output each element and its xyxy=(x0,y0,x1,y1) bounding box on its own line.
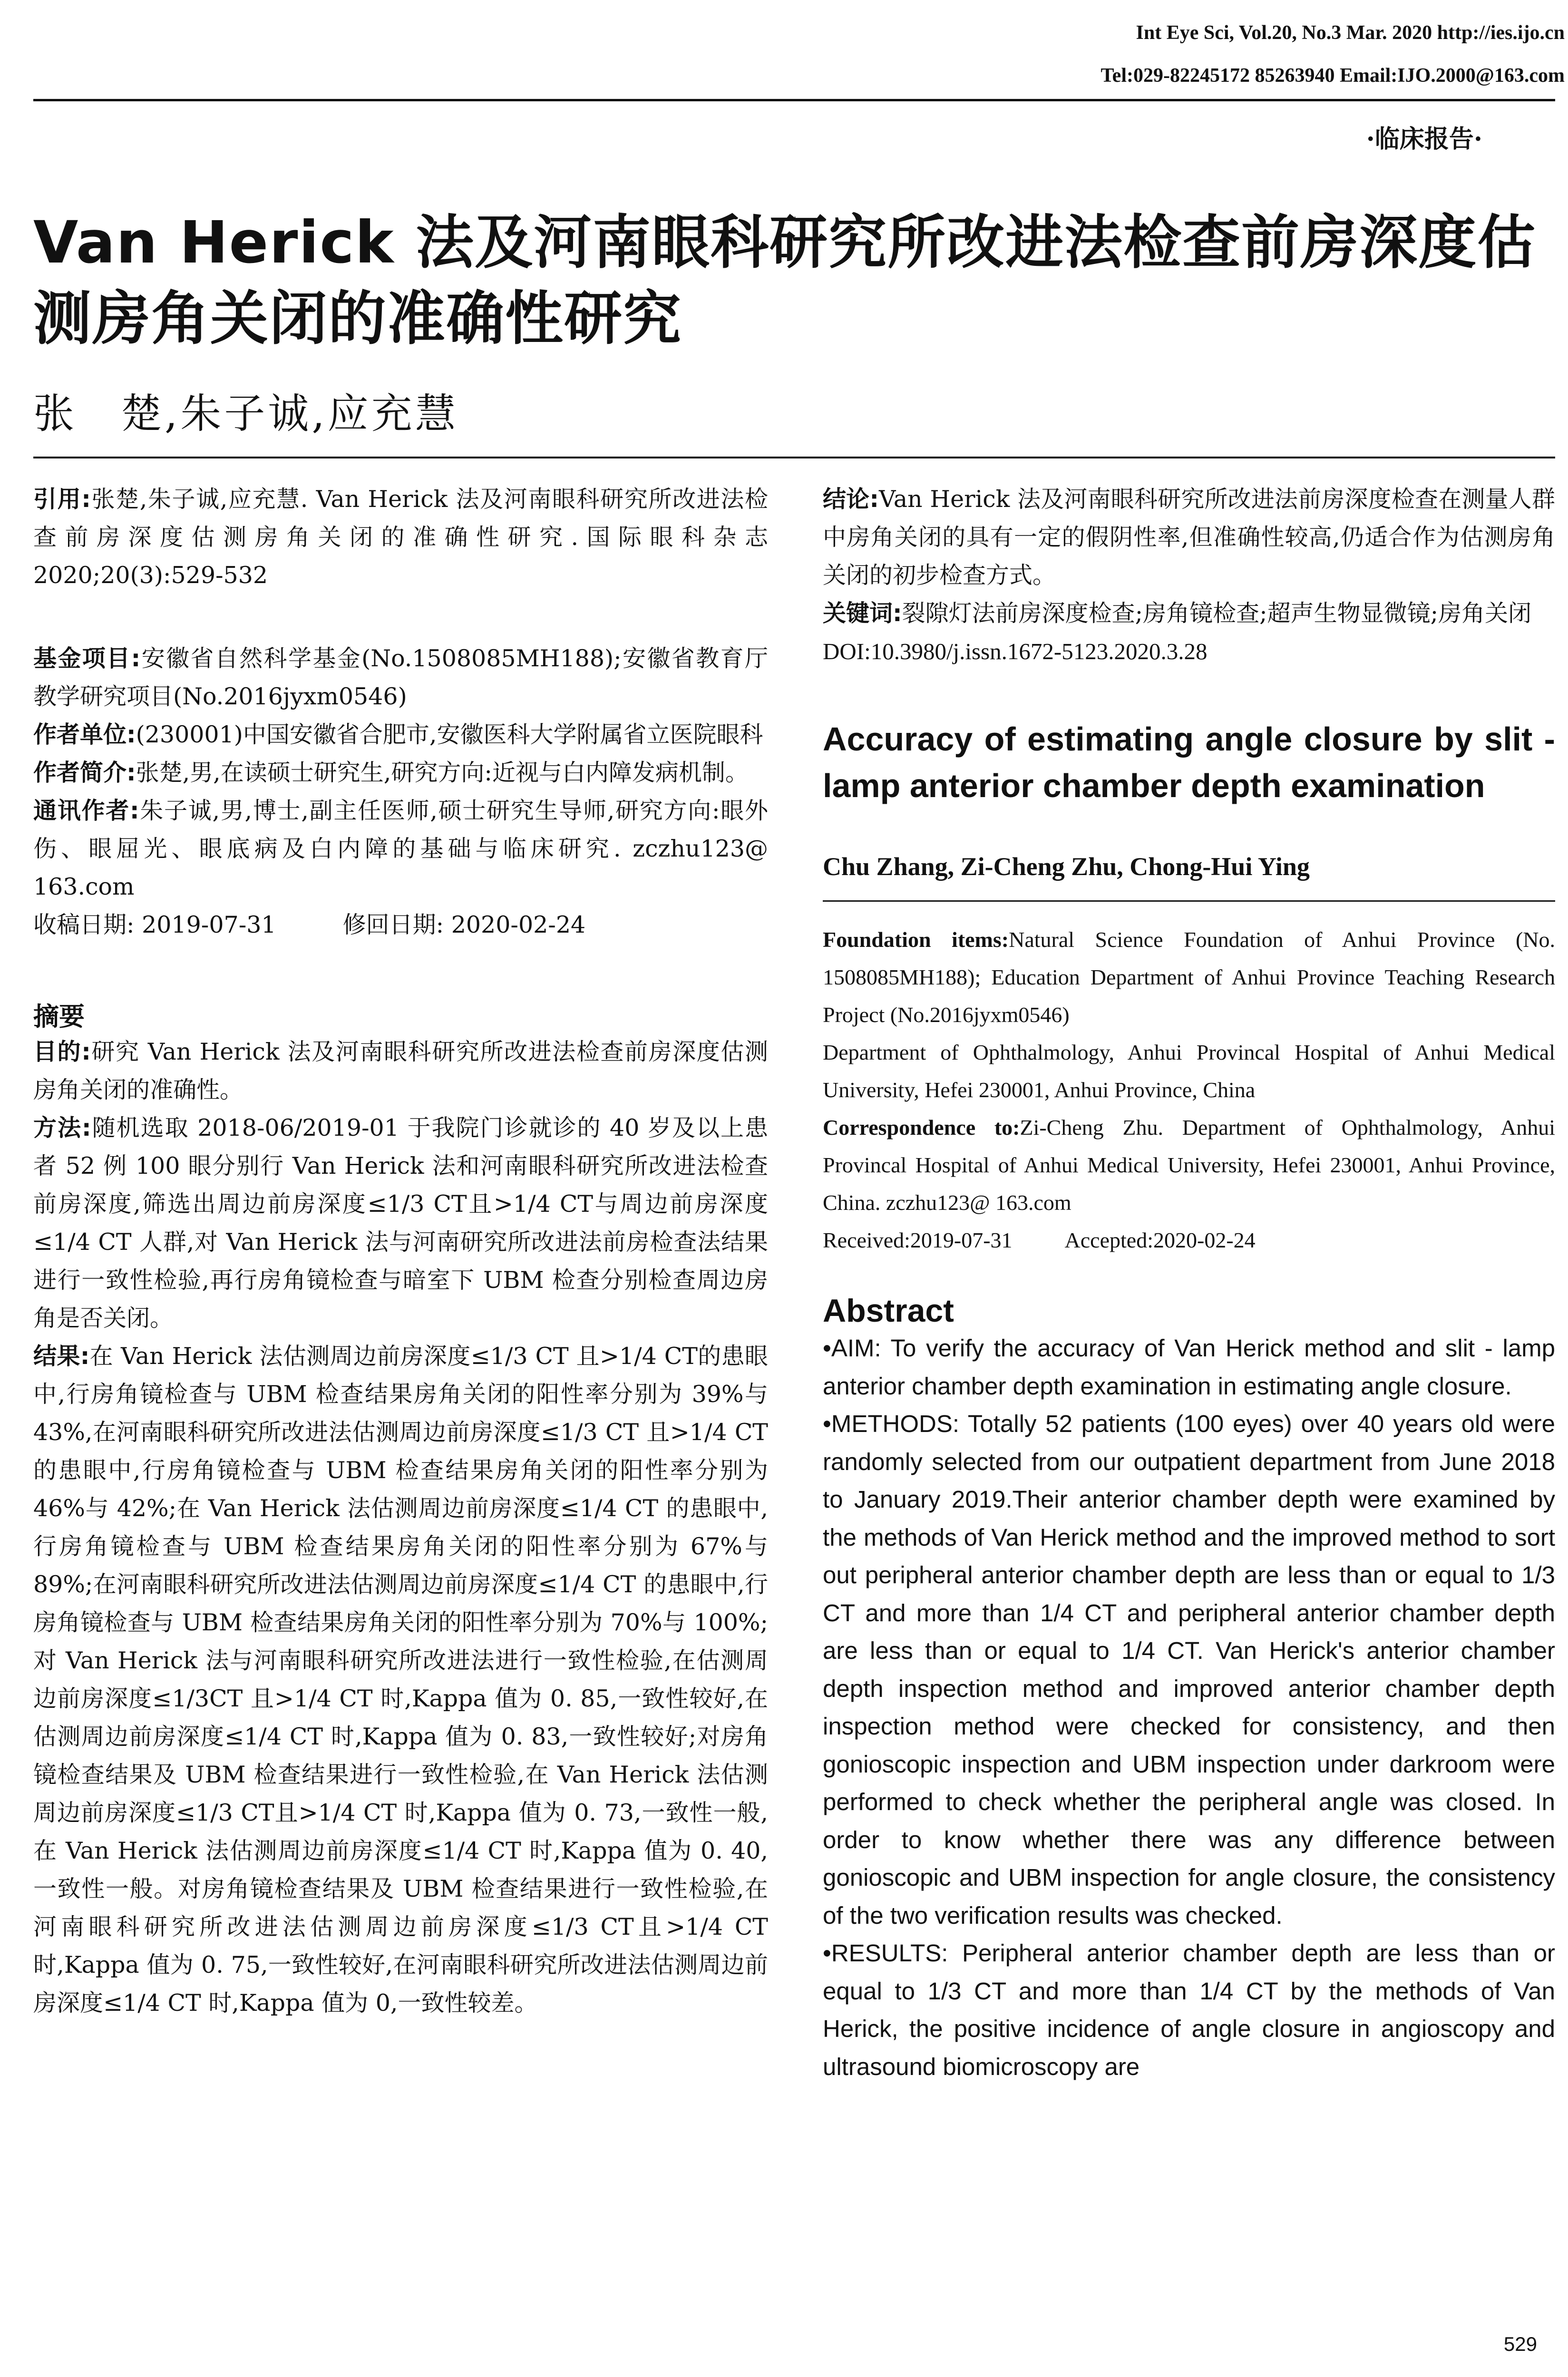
dates xyxy=(33,906,768,944)
methods-label-en: •METHODS: xyxy=(823,1410,960,1437)
author-unit xyxy=(33,716,768,754)
bio-label: 作者简介: xyxy=(33,759,136,786)
header-rule xyxy=(33,99,1555,101)
page-number: 529 xyxy=(1503,2333,1537,2355)
abstract-heading-cn: 摘要 xyxy=(33,1002,85,1032)
abstract-results-cn xyxy=(33,1337,768,2022)
abstract-conclusion-cn xyxy=(823,480,1555,594)
results-label-en: •RESULTS: xyxy=(823,1939,948,1967)
received-en: Received:2019-07-31 xyxy=(823,1228,1013,1252)
english-authors-rule xyxy=(823,900,1555,902)
keywords xyxy=(823,594,1555,633)
results-text-en: Peripheral anterior chamber depth are less than or equal to 1/3 CT and more than 1/4 CT by the methods of Van Herick, the positive incidence of angle closure in angioscopy and ultrasound biomicroscopy are xyxy=(823,1939,1555,2080)
unit-text: (230001)中国安徽省合肥市,安徽医科大学附属省立医院眼科 xyxy=(136,721,763,748)
journal-header-line1: Int Eye Sci, Vol.20, No.3 Mar. 2020 http://ies.ijo.cn xyxy=(1136,22,1565,44)
abstract-methods-cn xyxy=(33,1109,768,1337)
doi: DOI:10.3980/j.issn.1672-5123.2020.3.28 xyxy=(823,638,1208,664)
corr-label: 通讯作者: xyxy=(33,797,139,824)
foundation-items xyxy=(823,921,1555,1033)
right-column xyxy=(823,480,1555,2085)
citation xyxy=(33,480,768,594)
fund-label: 基金项目: xyxy=(33,645,141,672)
keywords-label: 关键词: xyxy=(823,600,902,627)
citation-label: 引用: xyxy=(33,486,91,513)
corresponding-author xyxy=(33,792,768,906)
methods-text-en: Totally 52 patients (100 eyes) over 40 years old were randomly selected from our outpatient department from June 2018 to January 2019.Their anterior chamber depth were examined by the methods of Van Herick method and the improved method to sort out peripheral anterior chamber depth are less than or equal to 1/3 CT and more than 1/4 CT and peripheral anterior chamber depth are less than or equal to 1/4 CT. Van Herick's anterior chamber depth inspection method and improved anterior chamber depth inspection method were checked for consistency, and then gonioscopic inspection and UBM inspection under darkroom were performed to check whether the peripheral angle was closed. In order to know whether there was any difference between gonioscopic and UBM inspection for angle closure, the consistency of the two verification results was checked. xyxy=(823,1410,1555,1929)
conclusion-text-cn: Van Herick 法及河南眼科研究所改进法前房深度检查在测量人群中房角关闭的具有一定的假阴性率,但准确性较高,仍适合作为估测房角关闭的初步检查方式。 xyxy=(823,486,1555,589)
correspondence-label: Correspondence to: xyxy=(823,1115,1020,1140)
keywords-text: 裂隙灯法前房深度检查;房角镜检查;超声生物显微镜;房角关闭 xyxy=(902,600,1532,627)
correspondence xyxy=(823,1109,1555,1221)
results-text-cn: 在 Van Herick 法估测周边前房深度≤1/3 CT 且>1/4 CT的患眼中,行房角镜检查与 UBM 检查结果房角关闭的阳性率分别为 39%与 43%,在河南眼科研究所改进法估测周边前房深度≤1/3 CT 且>1/4 CT 的患眼中,行房角镜检查与 UBM 检查结果房角关闭的阳性率分别为 46%与 42%;在 Van Herick 法估测周边前房深度≤1/4 CT 的患眼中,行房角镜检查与 UBM 检查结果房角关闭的阳性率分别为 67%与 89%;在河南眼科研究所改进法估测周边前房深度≤1/4 CT 的患眼中,行房角镜检查与 UBM 检查结果房角关闭的阳性率分别为 70%与 100%;对 Van Herick 法与河南眼科研究所改进法进行一致性检验,在估测周边前房深度≤1/3CT 且>1/4 CT 时,Kappa 值为 0. 85,一致性较好,在估测周边前房深度≤1/4 CT 时,Kappa 值为 0. 83,一致性较好;对房角镜检查结果及 UBM 检查结果进行一致性检验,在 Van Herick 法估测周边前房深度≤1/3 CT且>1/4 CT 时,Kappa 值为 0. 73,一致性一般,在 Van Herick 法估测周边前房深度≤1/4 CT 时,Kappa 值为 0. 40,一致性一般。对房角镜检查结果及 UBM 检查结果进行一致性检验,在河南眼科研究所改进法估测周边前房深度≤1/3 CT且>1/4 CT 时,Kappa 值为 0. 75,一致性较好,在河南眼科研究所改进法估测周边前房深度≤1/4 CT 时,Kappa 值为 0,一致性较差。 xyxy=(33,1343,768,2017)
abstract-heading-en: Abstract xyxy=(823,1293,954,1329)
left-column xyxy=(33,480,768,2022)
abstract-aim-en xyxy=(823,1329,1555,1405)
author-bio xyxy=(33,754,768,792)
correspondence-text: Zi-Cheng Zhu. Department of Ophthalmology, Anhui Provincal Hospital of Anhui Medical University, Hefei 230001, Anhui Province, China. zczhu123@ 163.com xyxy=(823,1115,1556,1215)
citation-text: 张楚,朱子诚,应充慧. Van Herick 法及河南眼科研究所改进法检查前房深度估测房角关闭的准确性研究.国际眼科杂志 2020;20(3):529-532 xyxy=(33,486,768,589)
accepted-en: Accepted:2020-02-24 xyxy=(1064,1228,1256,1252)
authors: 张 楚,朱子诚,应充慧 xyxy=(33,390,459,438)
aim-label-en: •AIM: xyxy=(823,1335,881,1362)
aim-label-cn: 目的: xyxy=(33,1038,91,1065)
aim-text-en: To verify the accuracy of Van Herick method and slit - lamp anterior chamber depth examination in estimating angle closure. xyxy=(823,1335,1556,1400)
results-label-cn: 结果: xyxy=(33,1343,90,1370)
page-title: Van Herick 法及河南眼科研究所改进法检查前房深度估测房角关闭的准确性研究 xyxy=(33,209,1537,352)
english-title: Accuracy of estimating angle closure by slit - lamp anterior chamber depth examination xyxy=(823,721,1555,804)
methods-label-cn: 方法: xyxy=(33,1114,91,1141)
title-rule xyxy=(33,457,1555,458)
fund xyxy=(33,640,768,716)
english-authors: Chu Zhang, Zi-Cheng Zhu, Chong-Hui Ying xyxy=(823,852,1310,881)
received-date: 收稿日期: 2019-07-31 xyxy=(33,911,276,938)
abstract-methods-en xyxy=(823,1405,1555,1934)
foundation-label: Foundation items: xyxy=(823,927,1009,952)
abstract-results-en xyxy=(823,1934,1555,2085)
bio-text: 张楚,男,在读硕士研究生,研究方向:近视与白内障发病机制。 xyxy=(136,759,749,786)
department: Department of Ophthalmology, Anhui Provincal Hospital of Anhui Medical University, Hefei 230001, Anhui Province, China xyxy=(823,1040,1555,1102)
abstract-aim-cn xyxy=(33,1033,768,1109)
journal-header-line2: Tel:029-82245172 85263940 Email:IJO.2000@163.com xyxy=(1101,65,1565,87)
methods-text-cn: 随机选取 2018-06/2019-01 于我院门诊就诊的 40 岁及以上患者 52 例 100 眼分别行 Van Herick 法和河南眼科研究所改进法检查前房深度,筛选出周边前房深度≤1/3 CT且>1/4 CT与周边前房深度≤1/4 CT 人群,对 Van Herick 法与河南研究所改进法前房检查法结果进行一致性检验,再行房角镜检查与暗室下 UBM 检查分别检查周边房角是否关闭。 xyxy=(33,1114,768,1332)
foundation-text: Natural Science Foundation of Anhui Province (No. 1508085MH188); Education Department of Anhui Province Teaching Research Project (No.2016jyxm0546) xyxy=(823,927,1555,1027)
conclusion-label-cn: 结论: xyxy=(823,486,879,513)
corr-text: 朱子诚,男,博士,副主任医师,硕士研究生导师,研究方向:眼外伤、眼屈光、眼底病及白内障的基础与临床研究. zczhu123@ 163.com xyxy=(33,797,768,900)
received-accepted xyxy=(823,1221,1555,1259)
unit-label: 作者单位: xyxy=(33,721,136,748)
revised-date: 修回日期: 2020-02-24 xyxy=(342,911,586,938)
aim-text-cn: 研究 Van Herick 法及河南眼科研究所改进法检查前房深度估测房角关闭的准确性。 xyxy=(33,1038,768,1103)
fund-text: 安徽省自然科学基金(No.1508085MH188);安徽省教育厅教学研究项目(No.2016jyxm0546) xyxy=(33,645,768,710)
section-tag: ·临床报告· xyxy=(1366,125,1482,154)
